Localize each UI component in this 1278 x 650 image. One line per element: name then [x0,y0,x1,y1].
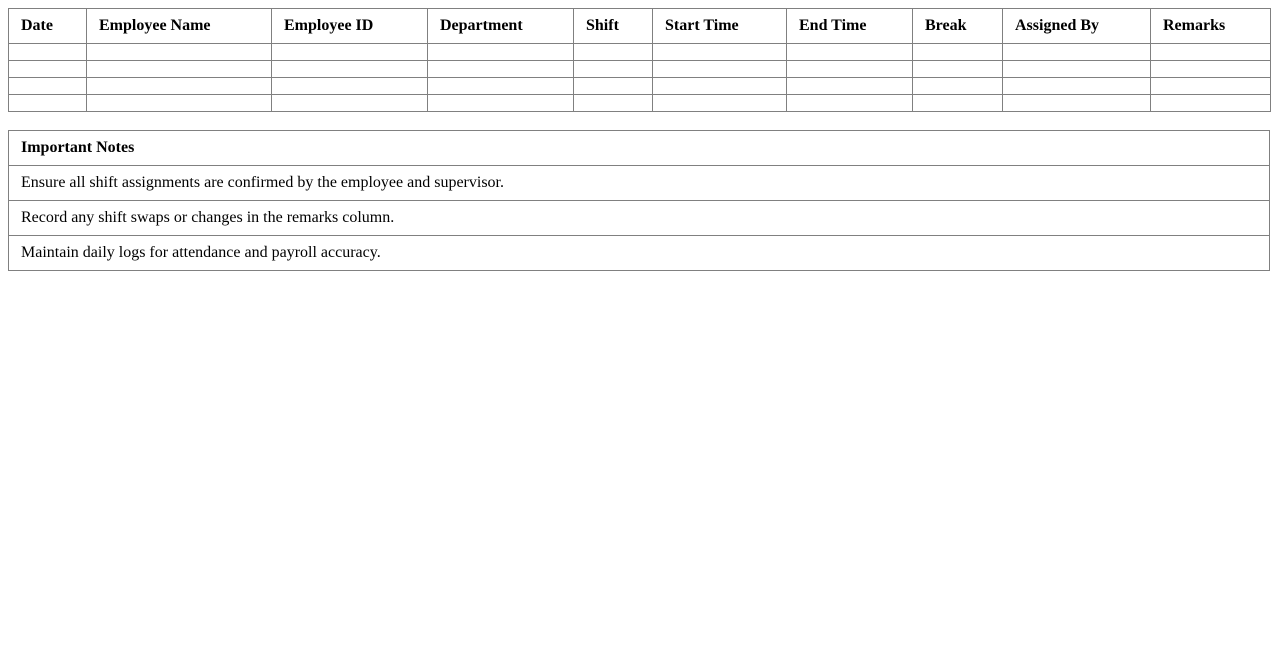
document-page [0,0,1278,271]
notes-title: Important Notes [9,131,1270,166]
table-cell[interactable] [913,95,1003,112]
column-header-shift: Shift [574,9,653,44]
table-cell[interactable] [87,44,272,61]
table-cell[interactable] [653,78,787,95]
table-cell[interactable] [9,78,87,95]
table-cell[interactable] [1151,44,1271,61]
table-cell[interactable] [1003,44,1151,61]
table-cell[interactable] [87,61,272,78]
table-cell[interactable] [574,95,653,112]
note-row [9,201,1270,236]
table-cell[interactable] [9,61,87,78]
column-header-remarks: Remarks [1151,9,1271,44]
table-header-row [9,9,1271,44]
column-header-start-time: Start Time [653,9,787,44]
table-cell[interactable] [87,78,272,95]
note-row [9,166,1270,201]
table-row [9,44,1271,61]
column-header-end-time: End Time [787,9,913,44]
table-cell[interactable] [1003,61,1151,78]
table-cell[interactable] [787,61,913,78]
table-cell[interactable] [9,44,87,61]
table-cell[interactable] [428,44,574,61]
notes-title-row [9,131,1270,166]
table-cell[interactable] [787,78,913,95]
table-cell[interactable] [87,95,272,112]
shift-schedule-table [8,8,1271,112]
note-row [9,236,1270,271]
note-item: Ensure all shift assignments are confirmed by the employee and supervisor. [9,166,1270,201]
column-header-employee-id: Employee ID [272,9,428,44]
table-cell[interactable] [272,95,428,112]
table-cell[interactable] [574,44,653,61]
table-cell[interactable] [1151,95,1271,112]
table-cell[interactable] [1151,61,1271,78]
table-cell[interactable] [1003,95,1151,112]
table-cell[interactable] [428,78,574,95]
table-cell[interactable] [787,44,913,61]
table-row [9,95,1271,112]
column-header-assigned-by: Assigned By [1003,9,1151,44]
table-cell[interactable] [913,44,1003,61]
important-notes-table [8,130,1270,271]
column-header-employee-name: Employee Name [87,9,272,44]
table-cell[interactable] [913,78,1003,95]
table-cell[interactable] [1151,78,1271,95]
table-cell[interactable] [653,95,787,112]
table-cell[interactable] [653,44,787,61]
column-header-date: Date [9,9,87,44]
table-cell[interactable] [574,61,653,78]
table-cell[interactable] [574,78,653,95]
column-header-break: Break [913,9,1003,44]
column-header-department: Department [428,9,574,44]
table-cell[interactable] [428,95,574,112]
table-row [9,78,1271,95]
table-cell[interactable] [913,61,1003,78]
table-row [9,61,1271,78]
table-cell[interactable] [9,95,87,112]
table-cell[interactable] [1003,78,1151,95]
note-item: Record any shift swaps or changes in the remarks column. [9,201,1270,236]
table-cell[interactable] [272,61,428,78]
table-cell[interactable] [787,95,913,112]
table-cell[interactable] [272,44,428,61]
table-cell[interactable] [272,78,428,95]
table-cell[interactable] [653,61,787,78]
table-cell[interactable] [428,61,574,78]
note-item: Maintain daily logs for attendance and payroll accuracy. [9,236,1270,271]
